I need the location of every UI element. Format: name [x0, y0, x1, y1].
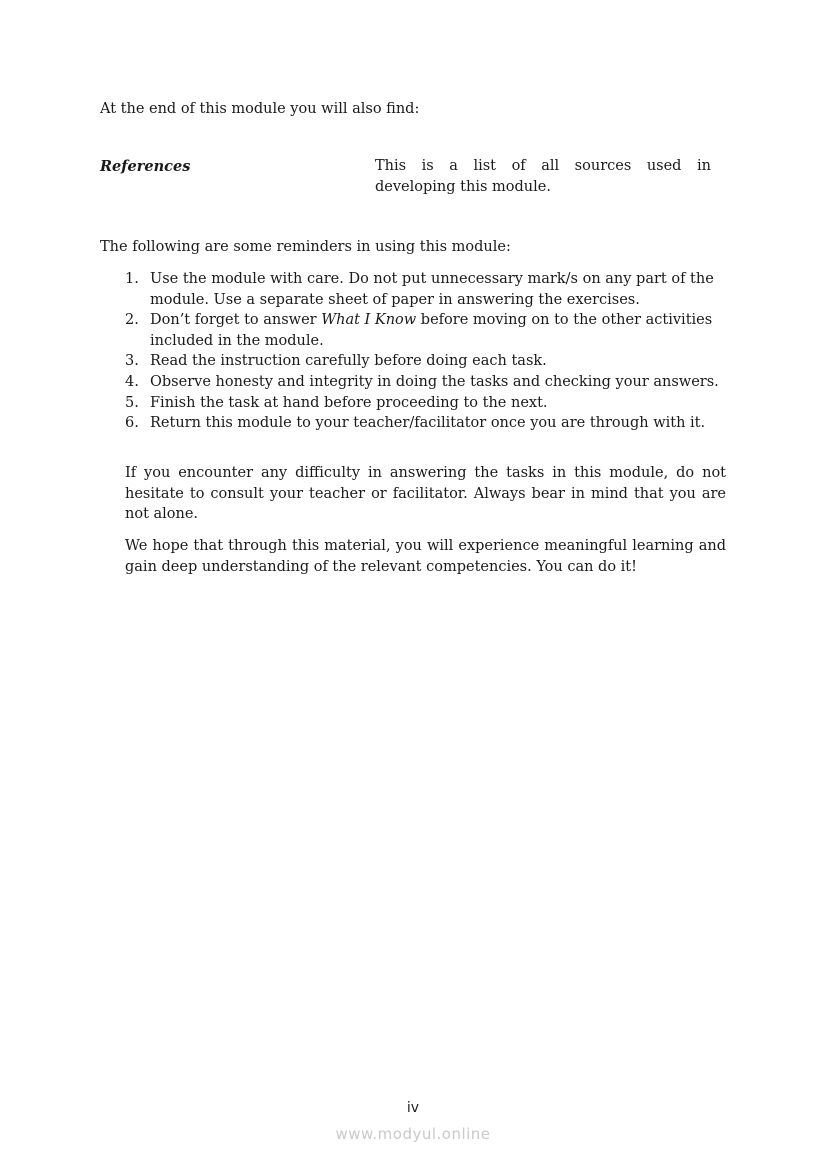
reminders-list	[125, 269, 725, 434]
reminder-text: Use the module with care. Do not put unnecessary mark/s on any part of the module. Use a separate sheet of paper in answering the exercises.	[150, 271, 714, 308]
intro-text: At the end of this module you will also find:	[100, 101, 420, 117]
reminder-number: 5.	[125, 394, 139, 411]
reminder-number: 1.	[125, 271, 139, 287]
references-description	[375, 156, 711, 198]
references-description-line-1: This is a list of all sources used in	[375, 158, 711, 174]
references-description-line-2: developing this module.	[375, 179, 551, 195]
reminder-item-3	[125, 351, 725, 372]
page-number: iv	[406, 1100, 420, 1116]
reminder-number: 6.	[125, 415, 139, 432]
reminders-heading: The following are some reminders in using this module:	[100, 239, 511, 255]
reminder-item-5	[125, 393, 725, 414]
reminder-number: 3.	[125, 353, 139, 370]
reminder-item-1	[125, 269, 725, 310]
reminder-text: Observe honesty and integrity in doing the tasks and checking your answers.	[150, 373, 719, 390]
watermark: www.modyul.online	[335, 1125, 491, 1143]
closing-paragraph-difficulty: If you encounter any difficulty in answering the tasks in this module, do not hesitate to consult your teacher or facilitator. Always bear in mind that you are not alone.	[125, 465, 726, 523]
reminder-item-4	[125, 372, 725, 393]
reminder-emphasis: What I Know	[321, 312, 417, 329]
reminder-text-after: before moving on to the other activities included in the module.	[150, 312, 713, 349]
reminder-text: Finish the task at hand before proceeding to the next.	[150, 394, 548, 411]
reminder-item-6	[125, 413, 725, 434]
reminder-text: Read the instruction carefully before doing each task.	[150, 353, 547, 370]
closing-paragraph-hope: We hope that through this material, you will experience meaningful learning and gain deep understanding of the relevant competencies. You can do it!	[125, 538, 726, 575]
reminder-text-before: Don’t forget to answer	[150, 312, 322, 329]
reminder-number: 2.	[125, 312, 139, 329]
reminder-number: 4.	[125, 373, 139, 390]
reminder-item-2	[125, 310, 725, 351]
references-term: References	[100, 158, 191, 175]
reminder-text: Return this module to your teacher/facilitator once you are through with it.	[150, 415, 706, 432]
